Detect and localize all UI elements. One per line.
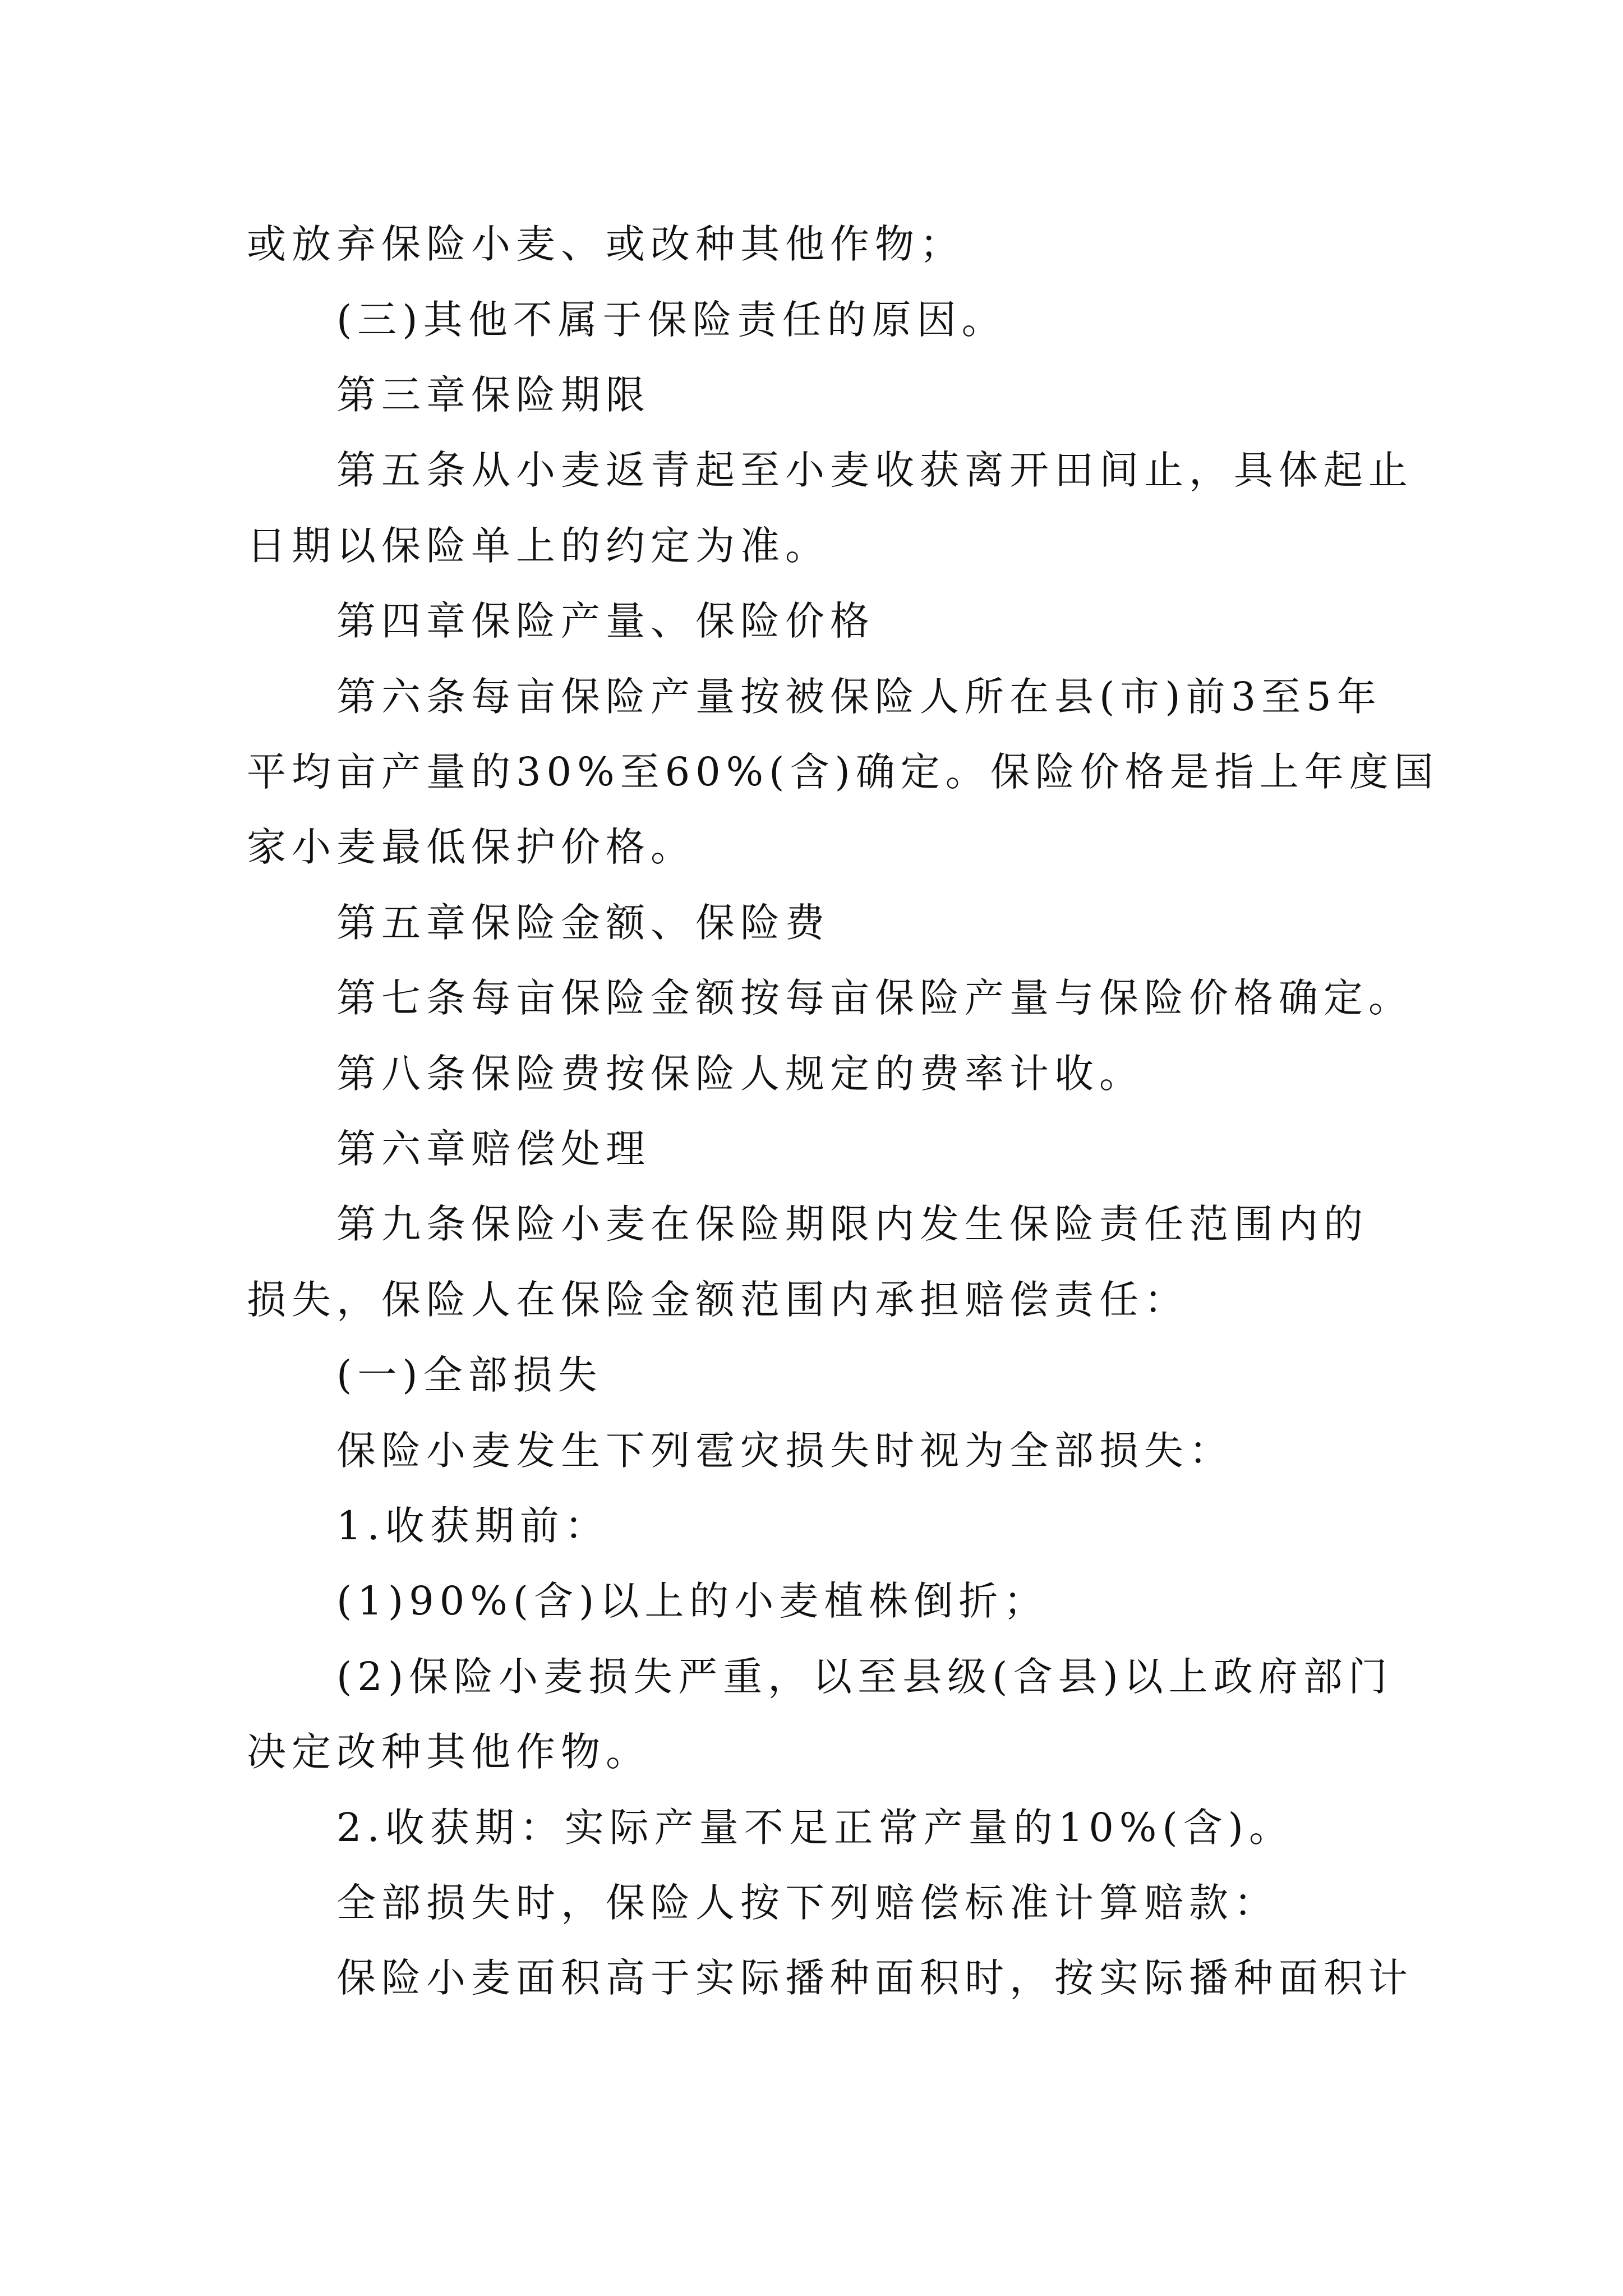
text-line: 第七条每亩保险金额按每亩保险产量与保险价格确定。 bbox=[336, 975, 1413, 1021]
text-line: 保险小麦发生下列雹灾损失时视为全部损失： bbox=[336, 1428, 1234, 1474]
text-line: 2.收获期：实际产量不足正常产量的10%(含)。 bbox=[336, 1805, 1294, 1851]
section-heading: 第五章保险金额、保险费 bbox=[336, 900, 830, 946]
text-line: (三)其他不属于保险责任的原因。 bbox=[336, 297, 1007, 343]
section-heading: 第六章赔偿处理 bbox=[336, 1126, 651, 1172]
section-heading: 第四章保险产量、保险价格 bbox=[336, 598, 875, 644]
text-line: 日期以保险单上的约定为准。 bbox=[247, 523, 830, 569]
text-line: 保险小麦面积高于实际播种面积时，按实际播种面积计 bbox=[336, 1955, 1413, 2001]
text-line: 1.收获期前： bbox=[336, 1503, 610, 1549]
text-line: (1)90%(含)以上的小麦植株倒折； bbox=[336, 1578, 1049, 1624]
text-line: 平均亩产量的30%至60%(含)确定。保险价格是指上年度国 bbox=[247, 749, 1439, 795]
text-line: 第六条每亩保险产量按被保险人所在县(市)前3至5年 bbox=[336, 674, 1382, 720]
text-line: 第八条保险费按保险人规定的费率计收。 bbox=[336, 1051, 1144, 1097]
text-line: 家小麦最低保护价格。 bbox=[247, 824, 695, 870]
text-line: 第九条保险小麦在保险期限内发生保险责任范围内的 bbox=[336, 1201, 1368, 1247]
text-line: 全部损失时，保险人按下列赔偿标准计算赔款： bbox=[336, 1880, 1279, 1926]
text-line: 或放弃保险小麦、或改种其他作物； bbox=[247, 221, 965, 267]
section-heading: 第三章保险期限 bbox=[336, 372, 651, 418]
text-line: (2)保险小麦损失严重，以至县级(含县)以上政府部门 bbox=[336, 1654, 1393, 1700]
text-line: 第五条从小麦返青起至小麦收获离开田间止，具体起止 bbox=[336, 447, 1413, 493]
text-line: 决定改种其他作物。 bbox=[247, 1729, 651, 1775]
text-line: 损失，保险人在保险金额范围内承担赔偿责任： bbox=[247, 1277, 1189, 1323]
text-line: (一)全部损失 bbox=[336, 1352, 603, 1398]
